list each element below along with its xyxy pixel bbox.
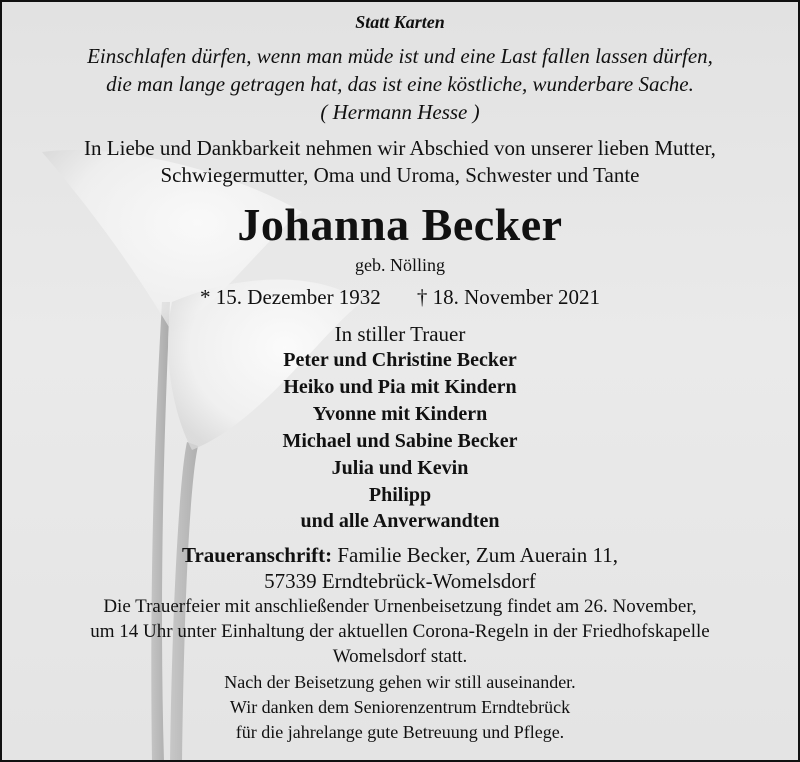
mourner-name: Julia und Kevin [331,457,469,479]
mourner-name: und alle Anverwandten [300,510,500,532]
mourner-name: Philipp [368,484,432,506]
quote-author: ( Hermann Hesse ) [320,100,480,124]
death-date: † 18. November 2021 [416,285,600,309]
mourner-name: Yvonne mit Kindern [312,403,488,425]
ceremony-line-2: um 14 Uhr unter Einhaltung der aktuellen Corona-Regeln in der Friedhofskapelle [90,621,710,642]
intro-line-1: In Liebe und Dankbarkeit nehmen wir Abschied von unserer lieben Mutter, [84,136,716,160]
address-line-1 [2,543,798,568]
address-street: Familie Becker, Zum Auerain 11, [337,543,618,567]
address-label: Traueranschrift: [182,543,333,567]
maiden-name: geb. Nölling [355,255,445,275]
closing-line-1: Nach der Beisetzung gehen wir still auseinander. [224,672,576,692]
closing-line-2: Wir danken dem Seniorenzentrum Erndtebrück [229,697,571,717]
address-line-2: 57339 Erndtebrück-Womelsdorf [264,569,536,593]
mourner-name: Michael und Sabine Becker [282,430,518,452]
mourner-name: Peter und Christine Becker [283,349,517,371]
mourner-name: Heiko und Pia mit Kindern [283,376,517,398]
mourners-intro: In stiller Trauer [334,322,466,346]
closing-line-3: für die jahrelange gute Betreuung und Pflege. [235,722,565,742]
life-dates [2,285,798,310]
ceremony-line-3: Womelsdorf statt. [332,646,468,667]
quote-line-2: die man lange getragen hat, das ist eine köstliche, wunderbare Sache. [106,72,694,96]
intro-line-2: Schwiegermutter, Oma und Uroma, Schwester und Tante [160,163,640,187]
deceased-name: Johanna Becker [237,199,563,250]
header-label: Statt Karten [355,12,445,32]
quote-line-1: Einschlafen dürfen, wenn man müde ist und eine Last fallen lassen dürfen, [87,44,713,68]
birth-date: * 15. Dezember 1932 [200,285,381,309]
ceremony-line-1: Die Trauerfeier mit anschließender Urnenbeisetzung findet am 26. November, [103,596,697,617]
